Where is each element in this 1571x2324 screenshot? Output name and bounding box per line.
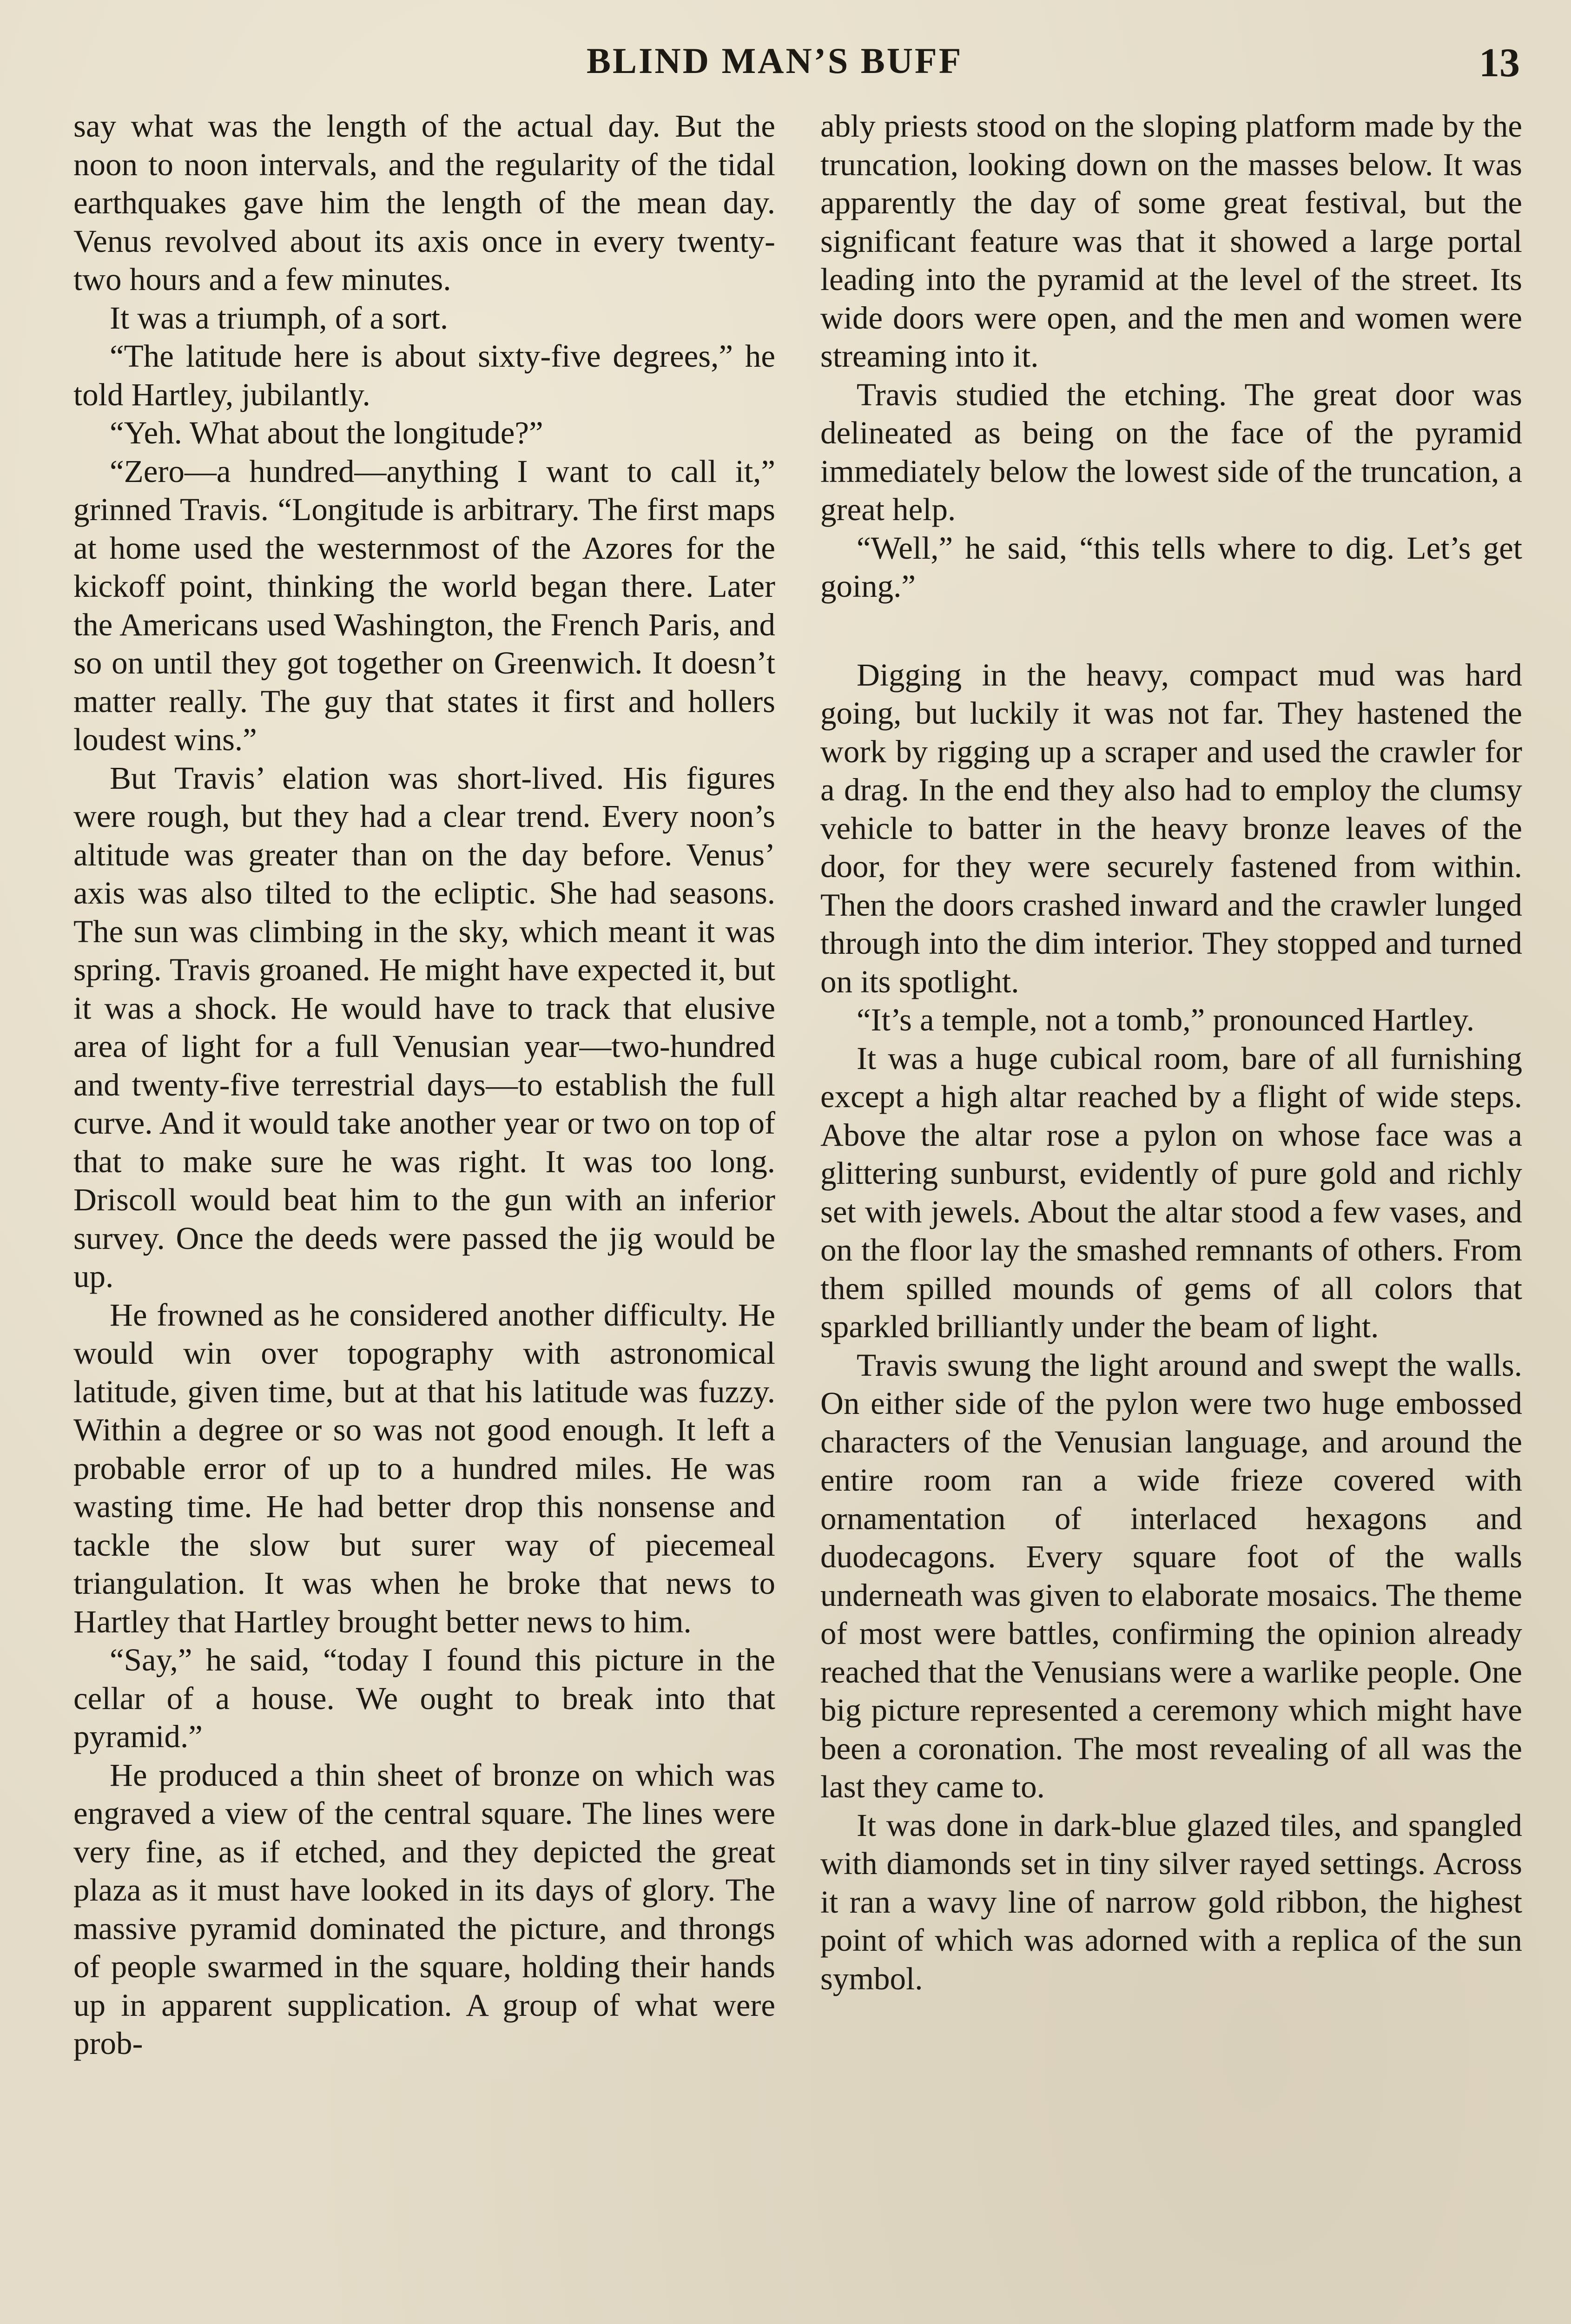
right-column [820,107,1522,1998]
paragraph: “Say,” he said, “today I found this picture in the cellar of a house. We ought to break into that pyramid.” [73,1642,775,1754]
paragraph: It was a triumph, of a sort. [110,300,449,336]
paragraph: “Yeh. What about the longitude?” [110,415,543,450]
paragraph: But Travis’ elation was short-lived. His figures were rough, but they had a clear trend. Every noon’s altitude was greater than on the day before. Venus’ axis was also tilted to the ecliptic. She had seasons. The sun was climbing in the sky, which meant it was spring. Travis groaned. He might have expected it, but it was a shock. He would have to track that elusive area of light for a full Venusian year—two-hundred and twenty-five terrestrial days—to establish the full curve. And it would take another year or two on top of that to make sure he was right. It was too long. Driscoll would beat him to the gun with an inferior survey. Once the deeds were passed the jig would be up. [73,760,775,1294]
paragraph: “Well,” he said, “this tells where to dig. Let’s get going.” [820,530,1522,604]
paragraph: “It’s a temple, not a tomb,” pronounced Hartley. [857,1002,1475,1037]
paragraph: He frowned as he considered another difficulty. He would win over topography with astronomical latitude, given time, but at that his latitude was fuzzy. Within a degree or so was not good enough. It left a probable error of up to a hundred miles. He was wasting time. He had better drop this nonsense and tackle the slow but surer way of piecemeal triangulation. It was when he broke that news to Hartley that Hartley brought better news to him. [73,1297,775,1639]
left-column [73,107,775,2063]
paragraph: It was a huge cubical room, bare of all furnishing except a high altar reached by a flight of wide steps. Above the altar rose a pylon on whose face was a glittering sunburst, evidently of pure gold and richly set with jewels. About the altar stood a few vases, and on the floor lay the smashed remnants of others. From them spilled mounds of gems of all colors that sparkled brilliantly under the beam of light. [820,1040,1522,1344]
paragraph: “Zero—a hundred—anything I want to call it,” grinned Travis. “Longitude is arbitrary. The first maps at home used the westernmost of the Azores for the kickoff point, thinking the world began there. Later the Americans used Washington, the French Paris, and so on until they got together on Greenwich. It doesn’t matter really. The guy that states it first and hollers loudest wins.” [73,453,775,757]
paragraph: ably priests stood on the sloping platform made by the truncation, looking down on the masses below. It was apparently the day of some great festival, but the significant feature was that it showed a large portal leading into the pyramid at the level of the street. Its wide doors were open, and the men and women were streaming into it. [820,108,1522,374]
paragraph: He produced a thin sheet of bronze on which was engraved a view of the central square. The lines were very fine, as if etched, and they depicted the great plaza as it must have looked in its days of glory. The massive pyramid dominated the picture, and throngs of people swarmed in the square, holding their hands up in apparent supplication. A group of what were prob- [73,1757,775,2061]
paragraph: Travis studied the etching. The great door was delineated as being on the face of the pyramid immediately below the lowest side of the truncation, a great help. [820,376,1522,527]
running-title: BLIND MAN’S BUFF [587,40,963,81]
paragraph: say what was the length of the actual day. But the noon to noon intervals, and the regularity of the tidal earthquakes gave him the length of the mean day. Venus revolved about its axis once in every twenty-two hours and a few minutes. [73,108,775,297]
page-number: 13 [1479,40,1520,86]
paragraph: It was done in dark-blue glazed tiles, and spangled with diamonds set in tiny silver rayed settings. Across it ran a wavy line of narrow gold ribbon, the highest point of which was adorned with a replica of the sun symbol. [820,1807,1522,1996]
paragraph: “The latitude here is about sixty-five degrees,” he told Hartley, jubilantly. [73,338,775,412]
paragraph: Digging in the heavy, compact mud was hard going, but luckily it was not far. They hastened the work by rigging up a scraper and used the crawler for a drag. In the end they also had to employ the clumsy vehicle to batter in the heavy bronze leaves of the door, for they were securely fastened from within. Then the doors crashed inward and the crawler lunged through into the dim interior. They stopped and turned on its spotlight. [820,657,1522,999]
paragraph: Travis swung the light around and swept the walls. On either side of the pylon were two huge embossed characters of the Venusian language, and around the entire room ran a wide frieze covered with ornamentation of interlaced hexagons and duodecagons. Every square foot of the walls underneath was given to elaborate mosaics. The theme of most were battles, confirming the opinion already reached that the Venusians were a warlike people. One big picture represented a ceremony which might have been a coronation. The most revealing of all was the last they came to. [820,1347,1522,1804]
